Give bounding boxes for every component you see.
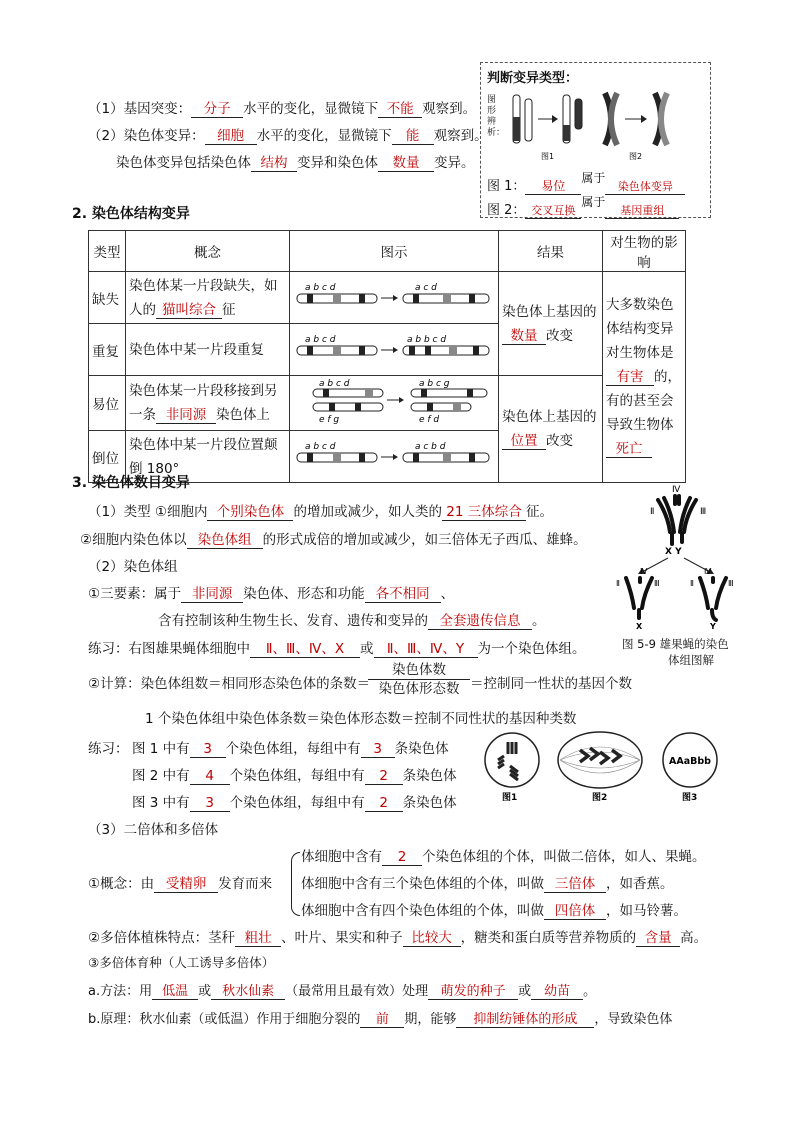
s3-line-12: ③多倍体育种（人工诱导多倍体）	[88, 955, 275, 970]
brace-line-1: 体细胞中含有 2 个染色体组的个体，叫做二倍体，如人、果蝇。	[301, 849, 706, 865]
answer-blank: 非同源	[181, 587, 243, 603]
answer-blank: 染色体组	[187, 533, 263, 549]
fly-right-label-iii: Ⅲ	[728, 579, 734, 588]
practice-fig2-label: 图2	[592, 793, 608, 803]
answer-blank: 含量	[636, 931, 680, 947]
answer-blank: 全套遗传信息	[428, 614, 532, 630]
answer-blank: 能	[392, 129, 434, 145]
header-diagram: 图示	[290, 231, 499, 272]
intro-line-2: （2）染色体变异： 细胞 水平的变化，显微镜下 能 观察到。	[88, 128, 488, 144]
fly-right-label-iv: Ⅳ	[704, 567, 712, 576]
polyploid-features-line: ②多倍体植株特点：茎秆 粗壮 、叶片、果实和种子 比较大 ，糖类和蛋白质等营养物质的 含量 高。	[88, 930, 708, 946]
fly-left-label-iii: Ⅲ	[654, 579, 660, 588]
answer-blank: 不能	[378, 102, 422, 118]
practice-fig1-label: 图1	[502, 793, 518, 803]
fly-left-label-iv: Ⅳ	[640, 567, 648, 576]
answer-blank: 四倍体	[544, 904, 606, 920]
answer-blank: 2	[382, 850, 422, 866]
row-concept: 染色体中某一片段重复	[126, 324, 290, 376]
fly-label-iv: Ⅳ	[672, 485, 681, 495]
row-diagram	[290, 431, 499, 483]
practice-label: 练习：	[88, 741, 129, 757]
answer-blank: 幼苗	[531, 984, 583, 1000]
row-type: 易位	[89, 376, 126, 431]
inversion-diagram	[293, 435, 493, 475]
answer-blank: 各不相同	[365, 587, 441, 603]
section-2-title: 2. 染色体结构变异	[72, 206, 190, 222]
gene-label: e f g	[319, 415, 340, 425]
s3-line-4: ①三要素：属于 非同源 染色体、形态和功能 各不相同 、	[88, 586, 455, 602]
answer-blank: 染色体变异	[605, 179, 685, 195]
calc-fraction	[368, 661, 470, 698]
row-diagram	[290, 272, 499, 324]
table-row	[89, 272, 686, 324]
gene-label: a b c g	[419, 379, 450, 389]
answer-blank: 结构	[251, 156, 297, 172]
answer-blank: 3	[190, 796, 230, 812]
answer-blank: 3	[190, 742, 226, 758]
judge-fig2-label: 图2	[629, 152, 643, 161]
answer-blank: 个别染色体	[207, 505, 293, 521]
fly-right-label-ii: Ⅱ	[690, 579, 694, 588]
fig3-genotype: AAaBbb	[669, 756, 711, 767]
answer-blank: 2	[365, 769, 403, 785]
answer-blank: 受精卵	[154, 877, 218, 893]
answer-blank: 前	[360, 1012, 404, 1028]
answer-blank: 交叉互换	[525, 203, 581, 219]
row-type: 重复	[89, 324, 126, 376]
answer-blank: 易位	[525, 179, 581, 195]
answer-blank: 21 三体综合	[442, 505, 526, 521]
answer-blank: 分子	[191, 102, 243, 118]
answer-blank: 位置	[502, 434, 546, 450]
structure-variation-table	[88, 230, 686, 483]
duplication-diagram	[293, 328, 493, 368]
answer-blank: 4	[190, 769, 230, 785]
gene-label: a c b d	[415, 441, 446, 452]
fly-label-x: X	[636, 622, 643, 631]
fruit-fly-karyotype-figure	[612, 482, 742, 632]
answer-blank: 粗壮	[235, 931, 281, 947]
answer-blank: 死亡	[606, 442, 652, 458]
header-concept: 概念	[126, 231, 290, 272]
table-row	[89, 376, 686, 431]
intro-line-1: （1）基因突变： 分子 水平的变化，显微镜下 不能 观察到。	[88, 101, 477, 117]
translocation-diagram	[293, 376, 493, 426]
gene-label: a b c d	[305, 334, 336, 345]
header-type: 类型	[89, 231, 126, 272]
calc-line-suf: ＝控制同一性状的基因个数	[470, 676, 632, 692]
judge-row-1: 图 1： 易位属于染色体变异	[487, 175, 685, 195]
answer-blank: 细胞	[205, 129, 257, 145]
method-line: a.方法：用 低温 或 秋水仙素 （最常用且最有效）处理 萌发的种子 或 幼苗 。	[88, 984, 597, 999]
table-header-row	[89, 231, 686, 272]
row-diagram	[290, 376, 499, 431]
fraction-denominator: 染色体形态数	[378, 681, 460, 697]
answer-blank: 低温	[152, 984, 198, 1000]
answer-blank: 比较大	[403, 931, 461, 947]
row-concept: 染色体中某一片段位置颠倒 180°	[126, 431, 290, 483]
s3-line-2: ②细胞内染色体以 染色体组 的形式成倍的增加或减少，如三倍体无子西瓜、雄蜂。	[80, 532, 587, 548]
answer-blank: 抑制纺锤体的形成	[456, 1012, 594, 1028]
judge-box-title: 判断变异类型：	[487, 71, 579, 86]
s3-line-3: （2）染色体组	[88, 559, 178, 575]
answer-blank: Ⅱ、Ⅲ、Ⅳ、X	[250, 642, 360, 658]
brace-line-3: 体细胞中含有四个染色体组的个体，叫做 四倍体 ，如马铃薯。	[301, 903, 687, 919]
deletion-diagram	[293, 276, 493, 316]
judge-side-label: 图形辨析：	[487, 95, 506, 138]
gene-label: a c d	[415, 282, 437, 293]
s3-line-1: （1）类型 ①细胞内 个别染色体 的增加或减少，如人类的 21 三体综合 征。	[88, 504, 553, 520]
gene-label: a b c d	[305, 282, 336, 293]
answer-blank: 猫叫综合	[156, 303, 222, 319]
answer-blank: 3	[361, 742, 395, 758]
fly-label-iii: Ⅲ	[700, 507, 707, 517]
section-3-title: 3. 染色体数目变异	[72, 475, 190, 491]
brace-line-2: 体细胞中含有三个染色体组的个体，叫做 三倍体 ，如香蕉。	[301, 876, 674, 892]
answer-blank: 非同源	[156, 408, 216, 424]
intro-line-3: 染色体变异包括染色体 结构 变异和染色体 数量 变异。	[116, 155, 475, 171]
answer-blank: Ⅱ、Ⅲ、Ⅳ、Y	[374, 642, 478, 658]
answer-blank: 基因重组	[605, 203, 679, 219]
header-effect: 对生物的影响	[603, 231, 686, 272]
effect-cell: 大多数染色体结构变异对生物体是有害 的，有的甚至会导致生物体死亡	[603, 272, 686, 483]
fly-figure-caption-1: 图 5-9 雄果蝇的染色	[622, 637, 729, 651]
fly-label-y: Y	[710, 622, 716, 631]
answer-blank: 萌发的种子	[428, 984, 518, 1000]
calc-line-pre: ②计算：染色体组数＝相同形态染色体的条数＝	[88, 676, 371, 692]
result-count-cell: 染色体上基因的 数量 改变	[499, 272, 603, 376]
practice-line-2: 图 2 中有 4 个染色体组，每组中有 2 条染色体	[132, 768, 457, 784]
practice-fig3-label: 图3	[682, 793, 698, 803]
row-type: 倒位	[89, 431, 126, 483]
fly-left-label-ii: Ⅱ	[616, 579, 620, 588]
answer-blank: 有害	[606, 370, 654, 386]
answer-blank: 2	[365, 796, 403, 812]
gene-label: a b c d	[319, 379, 350, 389]
practice-line-3: 图 3 中有 3 个染色体组，每组中有 2 条染色体	[132, 795, 457, 811]
answer-blank: 秋水仙素	[211, 984, 285, 1000]
header-result: 结果	[499, 231, 603, 272]
gene-label: e f d	[419, 415, 440, 425]
fly-label-ii: Ⅱ	[650, 507, 655, 517]
judge-figure	[505, 85, 705, 165]
s3-line-6: 练习：右图雄果蝇体细胞中 Ⅱ、Ⅲ、Ⅳ、X 或 Ⅱ、Ⅲ、Ⅳ、Y 为一个染色体组。	[88, 641, 586, 657]
gene-label: a b c d	[305, 441, 336, 452]
s3-line-9: （3）二倍体和多倍体	[88, 822, 219, 838]
judge-row-2: 图 2： 交叉互换属于基因重组	[487, 199, 679, 219]
practice-line-1: 图 1 中有 3 个染色体组，每组中有 3 条染色体	[132, 741, 449, 757]
concept-brace	[291, 852, 300, 916]
concept-line: ①概念：由 受精卵 发育而来	[88, 876, 273, 892]
judge-fig1-label: 图1	[541, 152, 555, 161]
row-diagram	[290, 324, 499, 376]
row-concept: 染色体某一片段移接到另一条 非同源 染色体上	[126, 376, 290, 431]
practice-figures	[480, 728, 730, 808]
answer-blank: 数量	[378, 156, 434, 172]
fraction-numerator: 染色体数	[368, 661, 470, 680]
row-concept: 染色体某一片段缺失，如人的 猫叫综合 征	[126, 272, 290, 324]
principle-line: b.原理：秋水仙素（或低温）作用于细胞分裂的 前 期，能够 抑制纺锤体的形成 ，导致染色体	[88, 1012, 673, 1027]
s3-line-8: 1 个染色体组中染色体条数＝染色体形态数＝控制不同性状的基因种类数	[145, 711, 577, 727]
answer-blank: 数量	[502, 329, 546, 345]
answer-blank: 三倍体	[544, 877, 606, 893]
s3-line-5: 含有控制该种生物生长、发育、遗传和变异的 全套遗传信息 。	[158, 613, 546, 629]
judge-variation-box	[480, 62, 711, 218]
result-position-cell: 染色体上基因的 位置 改变	[499, 376, 603, 483]
row-type: 缺失	[89, 272, 126, 324]
fly-figure-caption-2: 体组图解	[668, 653, 714, 667]
gene-label: a b b c d	[407, 334, 447, 345]
fly-label-xy: X Y	[665, 547, 682, 557]
